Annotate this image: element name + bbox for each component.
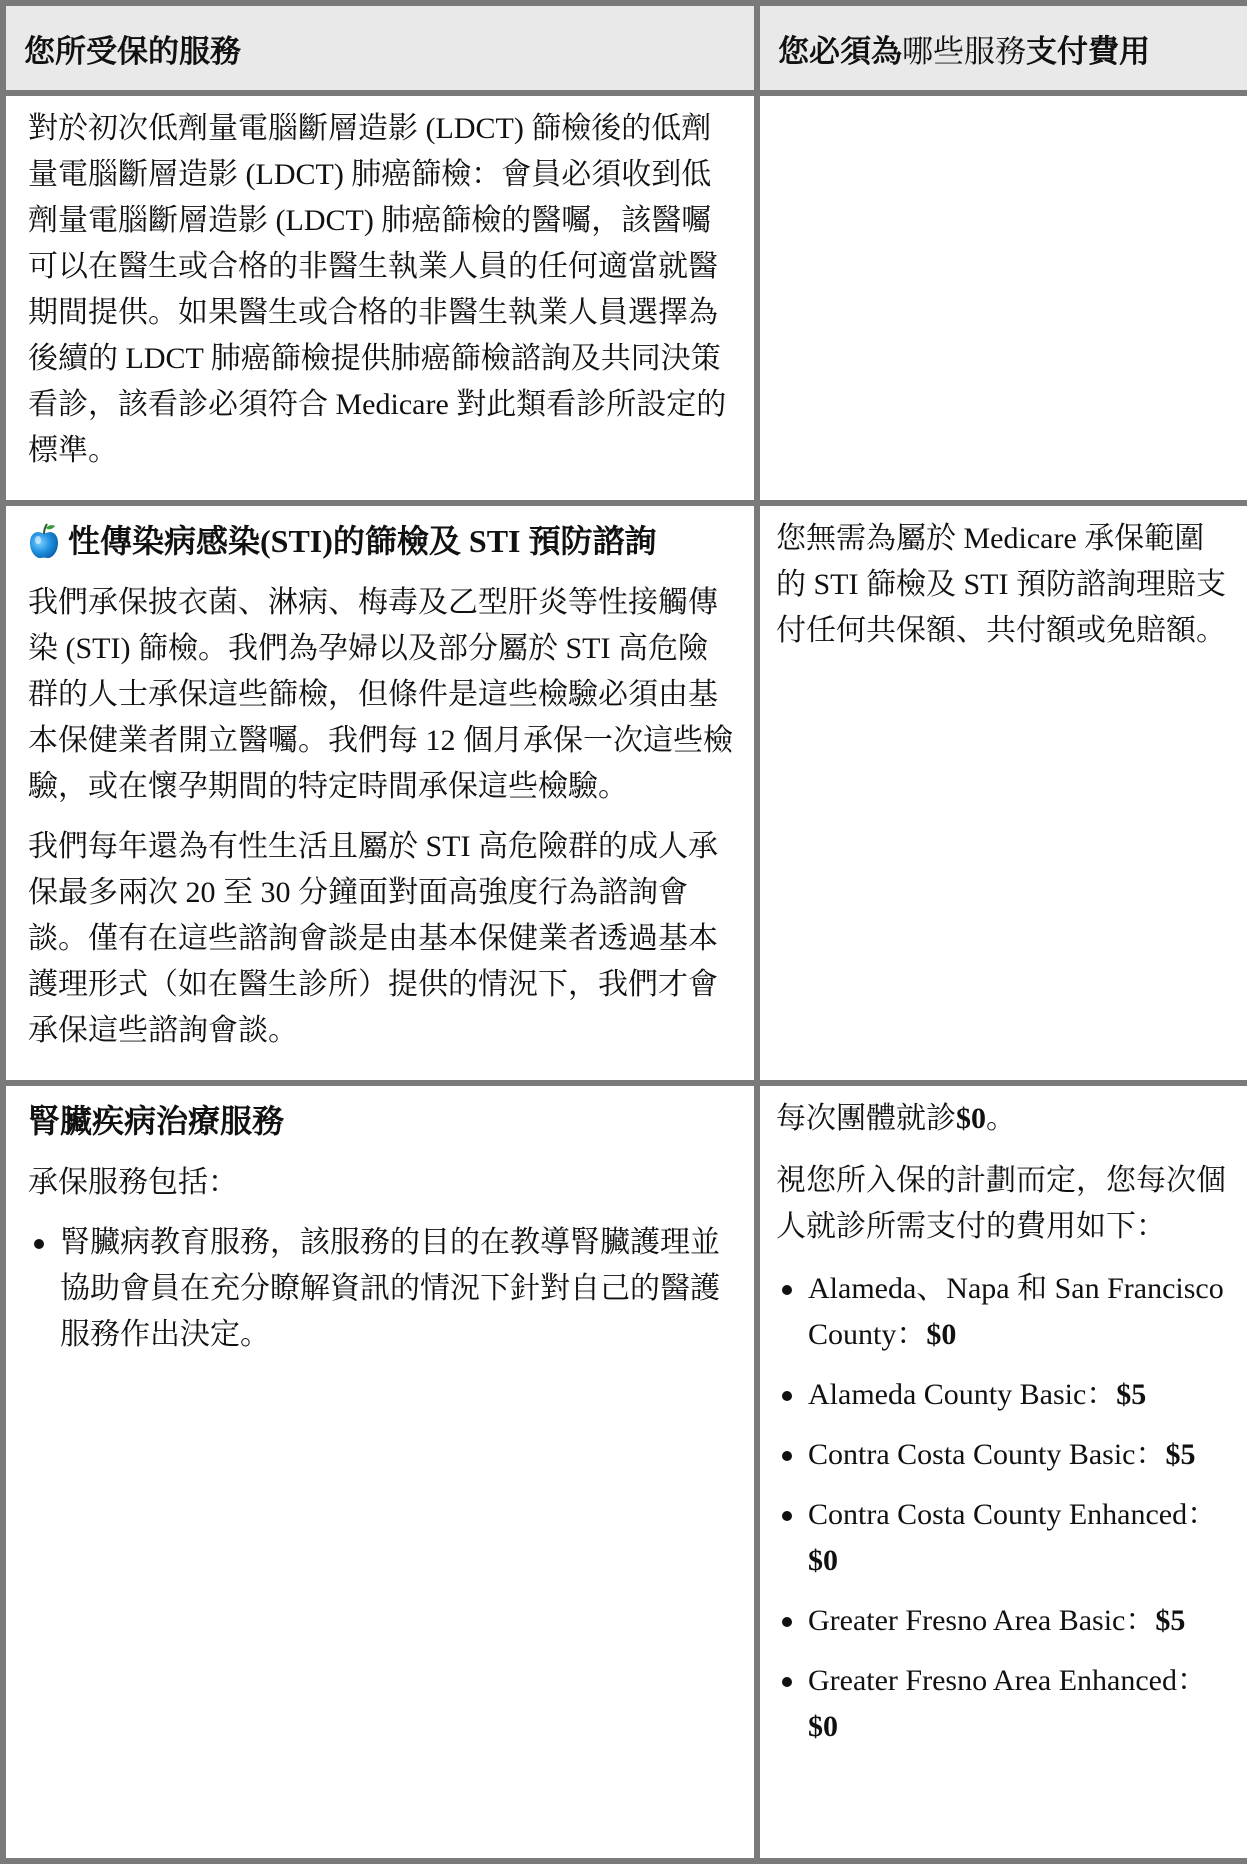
header-col2-part1: 您必須為	[778, 33, 902, 69]
header-col2-part2: 哪些服務	[902, 33, 1026, 69]
plan-amount: $5	[1155, 1604, 1186, 1637]
plan-name: Contra Costa County Basic：	[808, 1438, 1166, 1471]
plan-cost-list	[776, 1266, 1233, 1750]
header-col1-label: 您所受保的服務	[24, 33, 241, 69]
list-item: 腎臟病教育服務，該服務的目的在教導腎臟護理並協助會員在充分瞭解資訊的情況下針對自己的醫護服務作出決定。	[28, 1220, 736, 1358]
plan-name: Alameda、Napa 和 San Francisco County：	[808, 1272, 1224, 1351]
plan-amount: $0	[926, 1318, 957, 1351]
row3-heading	[28, 1098, 736, 1144]
plan-amount: $0	[808, 1544, 838, 1577]
list-item	[776, 1598, 1233, 1644]
row3-cost-cell	[757, 1083, 1247, 1861]
header-what-you-pay	[757, 3, 1247, 93]
plan-name: Greater Fresno Area Enhanced：	[808, 1664, 1207, 1697]
row2-paragraph-1: 我們承保披衣菌、淋病、梅毒及乙型肝炎等性接觸傳染 (STI) 篩檢。我們為孕婦以及部分屬於 STI 高危險群的人士承保這些篩檢，但條件是這些檢驗必須由基本保健業者開立醫囑。我們每 12 個月承保一次這些檢驗，或在懷孕期間的特定時間承保這些檢驗。	[28, 586, 733, 803]
table-row-kidney	[3, 1083, 1247, 1861]
group-cost-suffix: 。	[986, 1102, 1016, 1135]
table-row-ldct	[3, 93, 1247, 503]
plan-name: Alameda County Basic：	[808, 1378, 1117, 1411]
row3-individual-intro: 視您所入保的計劃而定，您每次個人就診所需支付的費用如下：	[776, 1164, 1226, 1243]
row1-description-cell	[3, 93, 757, 503]
list-item	[776, 1432, 1233, 1478]
plan-amount: $0	[808, 1710, 838, 1743]
list-item	[776, 1658, 1233, 1750]
row2-paragraph-2: 我們每年還為有性生活且屬於 STI 高危險群的成人承保最多兩次 20 至 30 分鐘面對面高強度行為諮詢會談。僅有在這些諮詢會談是由基本保健業者透過基本護理形式（如在醫生診所）提供的情況下，我們才會承保這些諮詢會談。	[28, 830, 718, 1047]
list-item	[776, 1372, 1233, 1418]
row1-description: 對於初次低劑量電腦斷層造影 (LDCT) 篩檢後的低劑量電腦斷層造影 (LDCT) 肺癌篩檢：會員必須收到低劑量電腦斷層造影 (LDCT) 肺癌篩檢的醫囑，該醫囑可以在醫生或合格的非醫生執業人員的任何適當就醫期間提供。如果醫生或合格的非醫生執業人員選擇為後續的 LDCT 肺癌篩檢提供肺癌篩檢諮詢及共同決策看診，該看診必須符合 Medicare 對此類看診所設定的標準。	[28, 112, 727, 467]
row3-bullet-list	[28, 1220, 736, 1358]
row2-cost: 您無需為屬於 Medicare 承保範圍的 STI 篩檢及 STI 預防諮詢理賠支付任何共保額、共付額或免賠額。	[776, 522, 1226, 647]
plan-name: Greater Fresno Area Basic：	[808, 1604, 1156, 1637]
table-row-sti	[3, 503, 1247, 1083]
row2-description-cell	[3, 503, 757, 1083]
plan-amount: $5	[1165, 1438, 1196, 1471]
group-cost-amount: $0	[956, 1102, 986, 1135]
row2-cost-cell	[757, 503, 1247, 1083]
list-item	[776, 1266, 1233, 1358]
row3-description-cell	[3, 1083, 757, 1861]
row2-title: 性傳染病感染(STI)的篩檢及 STI 預防諮詢	[68, 523, 657, 559]
plan-amount: $5	[1116, 1378, 1147, 1411]
list-item	[776, 1492, 1233, 1584]
row3-title: 腎臟疾病治療服務	[28, 1103, 285, 1139]
apple-icon	[28, 522, 60, 560]
row2-heading	[28, 518, 736, 564]
row3-intro: 承保服務包括：	[28, 1166, 238, 1199]
row3-group-cost	[776, 1096, 1233, 1142]
header-covered-services	[3, 3, 757, 93]
header-col2-part3: 支付費用	[1026, 33, 1150, 69]
plan-name: Contra Costa County Enhanced：	[808, 1498, 1218, 1531]
group-cost-prefix: 每次團體就診	[776, 1102, 956, 1135]
row1-cost-cell	[757, 93, 1247, 503]
